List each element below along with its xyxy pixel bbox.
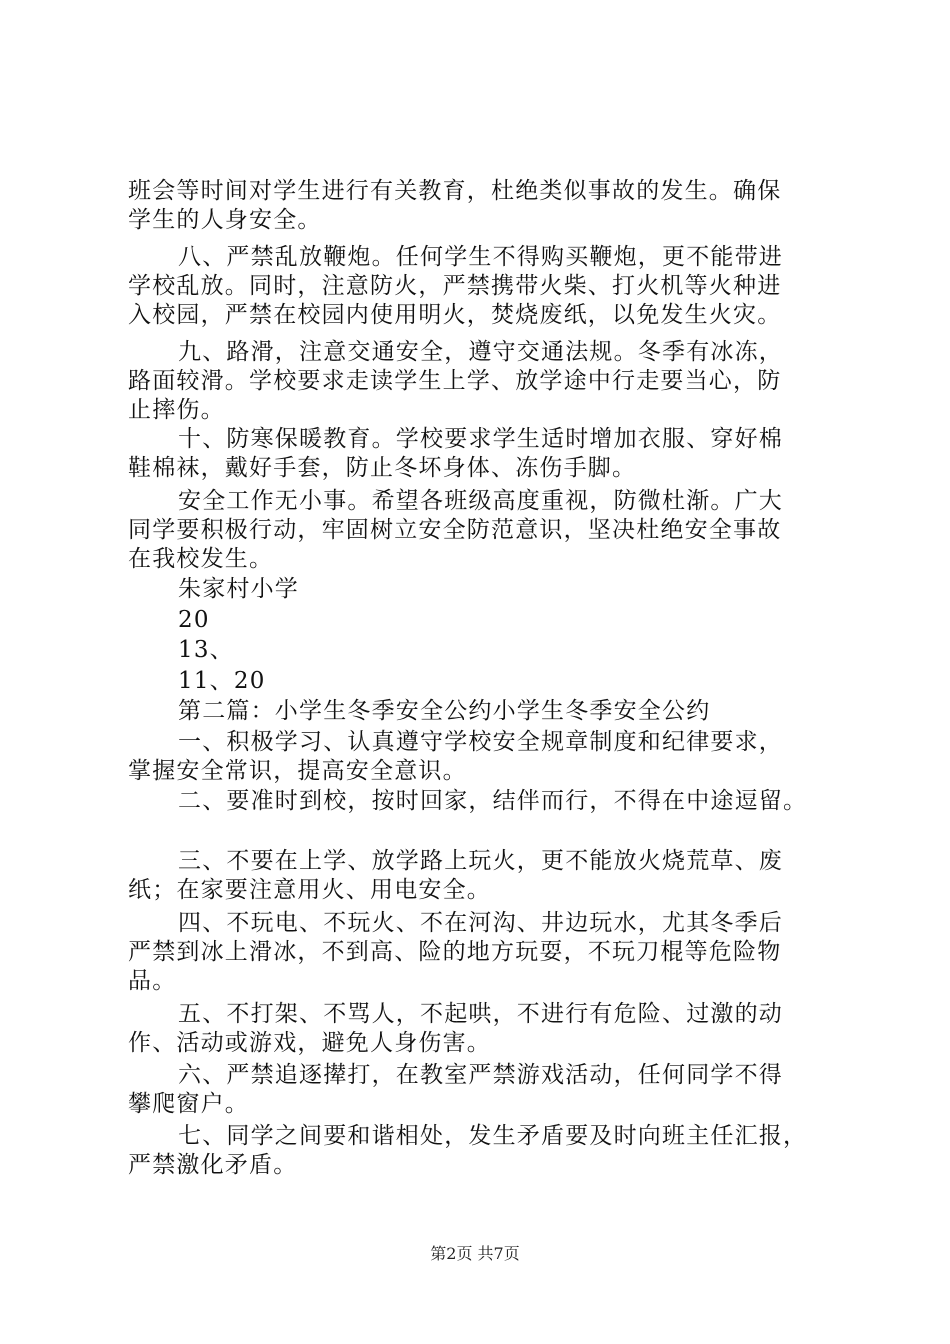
text-line: 班会等时间对学生进行有关教育，杜绝类似事故的发生。确保 — [128, 178, 782, 204]
text-line: 13、 — [178, 637, 234, 663]
text-line: 纸；在家要注意用火、用电安全。 — [128, 877, 491, 903]
text-line: 八、严禁乱放鞭炮。任何学生不得购买鞭炮，更不能带进 — [178, 244, 783, 270]
text-line: 安全工作无小事。希望各班级高度重视，防微杜渐。广大 — [178, 488, 783, 514]
text-line: 朱家村小学 — [178, 576, 299, 602]
text-line: 同学要积极行动，牢固树立安全防范意识，坚决杜绝安全事故 — [128, 517, 782, 543]
text-line: 攀爬窗户。 — [128, 1091, 249, 1117]
text-line: 六、严禁追逐撵打，在教室严禁游戏活动，任何同学不得 — [178, 1062, 783, 1088]
text-line: 掌握安全常识，提高安全意识。 — [128, 758, 467, 784]
text-line: 五、不打架、不骂人，不起哄，不进行有危险、过激的动 — [178, 1001, 783, 1027]
text-line: 一、积极学习、认真遵守学校安全规章制度和纪律要求， — [178, 729, 783, 755]
text-line: 路面较滑。学校要求走读学生上学、放学途中行走要当心，防 — [128, 368, 782, 394]
text-line: 严禁激化矛盾。 — [128, 1152, 298, 1178]
text-line: 鞋棉袜，戴好手套，防止冬坏身体、冻伤手脚。 — [128, 455, 637, 481]
text-line: 九、路滑，注意交通安全，遵守交通法规。冬季有冰冻， — [178, 339, 783, 365]
text-line: 在我校发生。 — [128, 546, 274, 572]
text-line: 四、不玩电、不玩火、不在河沟、井边玩水，尤其冬季后 — [178, 910, 783, 936]
text-line: 品。 — [128, 968, 177, 994]
text-line: 三、不要在上学、放学路上玩火，更不能放火烧荒草、废 — [178, 848, 783, 874]
text-line: 作、活动或游戏，避免人身伤害。 — [128, 1030, 491, 1056]
text-line: 十、防寒保暖教育。学校要求学生适时增加衣服、穿好棉 — [178, 426, 783, 452]
text-line: 学生的人身安全。 — [128, 207, 322, 233]
text-line: 20 — [178, 607, 210, 633]
page-footer: 第2页 共7页 — [430, 1244, 520, 1263]
section-heading: 第二篇：小学生冬季安全公约小学生冬季安全公约 — [178, 698, 711, 724]
text-line: 学校乱放。同时，注意防火，严禁携带火柴、打火机等火种进 — [128, 273, 782, 299]
text-line: 入校园，严禁在校园内使用明火，焚烧废纸，以免发生火灾。 — [128, 302, 782, 328]
text-line: 止摔伤。 — [128, 397, 225, 423]
text-line: 11、20 — [178, 668, 266, 694]
text-line: 七、同学之间要和谐相处，发生矛盾要及时向班主任汇报， — [178, 1123, 808, 1149]
text-line: 严禁到冰上滑冰，不到高、险的地方玩耍，不玩刀棍等危险物 — [128, 939, 782, 965]
text-line: 二、要准时到校，按时回家，结伴而行，不得在中途逗留。 — [178, 788, 808, 814]
